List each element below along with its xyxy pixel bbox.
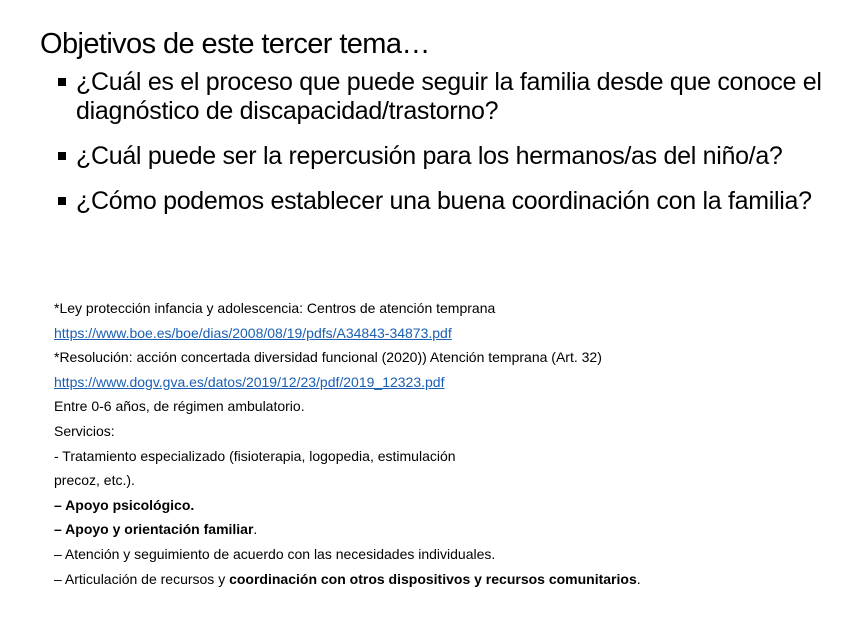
service-family-support-end: .: [253, 521, 258, 538]
objective-item: ¿Cómo podemos establecer una buena coordinación con la familia?: [58, 187, 828, 216]
objective-item: ¿Cuál es el proceso que puede seguir la familia desde que conoce el diagnóstico de discapacidad/trastorno?: [58, 68, 828, 126]
service-attention: – Atención y seguimiento de acuerdo con las necesidades individuales.: [54, 545, 496, 562]
objectives-list: [58, 68, 828, 232]
dogv-link[interactable]: https://www.dogv.gva.es/datos/2019/12/23/pdf/2019_12323.pdf: [54, 373, 445, 390]
law-reference: *Ley protección infancia y adolescencia: Centros de atención temprana: [54, 300, 496, 316]
service-psych-support: – Apoyo psicológico.: [54, 496, 195, 513]
resolution-reference: *Resolución: acción concertada diversidad funcional (2020)) Atención temprana (Art. 32): [54, 349, 602, 366]
slide-title: Objetivos de este tercer tema…: [40, 28, 430, 60]
service-coordination-end: .: [636, 570, 641, 587]
objective-item: ¿Cuál puede ser la repercusión para los hermanos/as del niño/a?: [58, 142, 828, 171]
notes-block: [54, 296, 844, 591]
service-treatment-line1: - Tratamiento especializado (fisioterapia, logopedia, estimulación: [54, 447, 456, 464]
service-coordination: coordinación con otros dispositivos y recursos comunitarios: [229, 570, 637, 587]
service-treatment-line2: precoz, etc.).: [54, 472, 135, 489]
age-range-text: Entre 0-6 años, de régimen ambulatorio.: [54, 398, 305, 415]
boe-link[interactable]: https://www.boe.es/boe/dias/2008/08/19/pdfs/A34843-34873.pdf: [54, 324, 452, 341]
service-family-support: – Apoyo y orientación familiar: [54, 521, 254, 538]
services-heading: Servicios:: [54, 422, 115, 439]
service-articulation: – Articulación de recursos y: [54, 570, 230, 587]
